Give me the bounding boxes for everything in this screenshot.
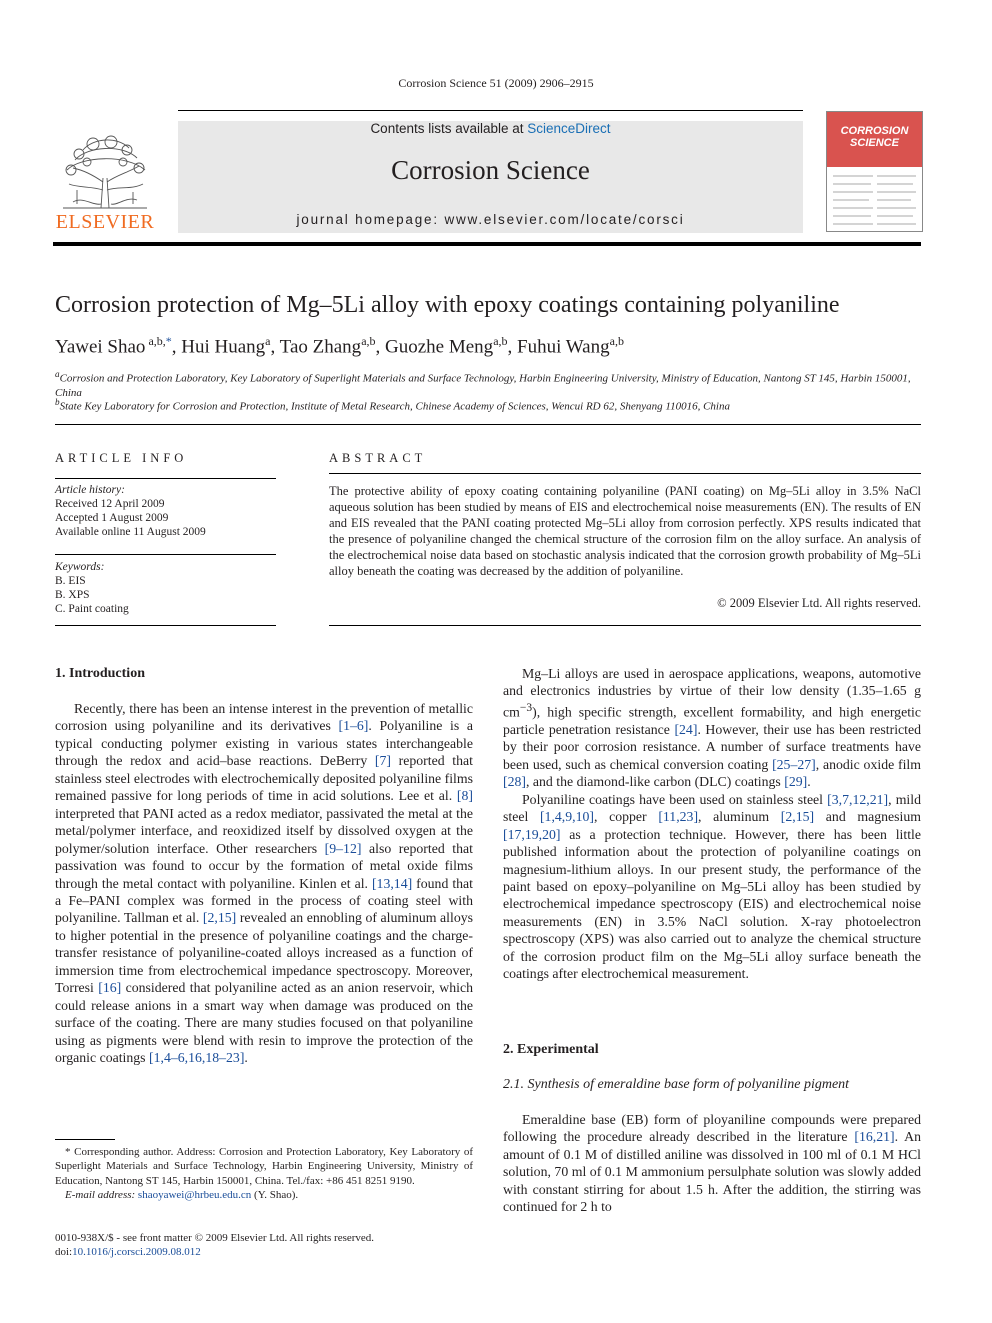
author-affil-sup: a [265, 334, 271, 348]
doi-link[interactable]: 10.1016/j.corsci.2009.08.012 [72, 1246, 201, 1258]
footnote-star: * [65, 1146, 71, 1158]
paper-title: Corrosion protection of Mg–5Li alloy with epoxy coatings containing polyaniline [55, 292, 840, 318]
abstract-rule [329, 625, 921, 626]
keyword: C. Paint coating [55, 603, 129, 615]
author-affil-sup: a,b [361, 334, 376, 348]
article-info-rule [55, 625, 276, 626]
experimental-heading: 2. Experimental [503, 1042, 599, 1057]
affiliation-text: State Key Laboratory for Corrosion and Protection, Institute of Metal Research, Chinese Academy of Sciences, Wencui RD 62, Shenyang 110016, China [59, 400, 730, 413]
keywords-label: Keywords: [55, 561, 105, 573]
header-thick-rule [53, 242, 921, 246]
author-list: Yawei Shao $^{a,b,*}$, Hui Huang$^a$, Tao Zhang$^{a,b}$, Guozhe Meng$^{a,b}$, Fuhui Wang$^{a,b}$ [55, 334, 624, 358]
subsection-heading: 2.1. Synthesis of emeraldine base form of polyaniline pigment [503, 1077, 850, 1092]
email-link[interactable]: shaoyawei@hrbeu.edu.cn [137, 1188, 252, 1201]
contents-line [178, 121, 803, 136]
journal-homepage [178, 212, 803, 227]
footnote-rule [55, 1139, 115, 1140]
citation-link[interactable]: [16,21] [854, 1129, 895, 1145]
article-history [55, 483, 276, 539]
article-info-rule [55, 478, 276, 479]
keyword: B. EIS [55, 575, 86, 587]
abstract-text: The protective ability of epoxy coating containing polyaniline (PANI coating) on Mg–5Li alloy in 3.5% NaCl aqueous solution has been studied by means of EIS and electrochemical noise measurements (EN). The results of EN and EIS revealed that the PANI coating protected Mg–5Li alloy from corrosion perfectly. XPS results indicated that the presence of polyaniline changed the chemical structure of the corrosion film on the alloy surface. An analysis of the electrochemical noise data based on stochastic analysis indicated that the corrosion growth probability of Mg–5Li alloy beneath the coating was decreased by the addition of polyaniline. [329, 484, 921, 578]
author-affil-sup: a,b,* [148, 334, 172, 348]
journal-reference: Corrosion Science 51 (2009) 2906–2915 [398, 76, 594, 90]
citation-link[interactable]: [8] [456, 788, 473, 804]
copyright-notice: © 2009 Elsevier Ltd. All rights reserved. [717, 596, 921, 610]
keywords-block [55, 560, 276, 616]
abstract-rule [329, 473, 921, 474]
article-info-rule [55, 554, 276, 555]
citation-link[interactable]: [3,7,12,21] [827, 791, 889, 807]
author-name[interactable]: Tao Zhang [279, 336, 362, 358]
homepage-url[interactable]: www.elsevier.com/locate/corsci [444, 212, 685, 227]
author-affil-sup: a,b [493, 334, 508, 348]
citation-link[interactable]: [28] [503, 774, 526, 790]
online-date: Available online 11 August 2009 [55, 526, 206, 538]
cover-contents-lines-icon [833, 172, 916, 227]
email-label: E-mail address: [65, 1188, 136, 1201]
citation-link[interactable]: [17,19,20] [503, 826, 561, 842]
front-matter [55, 1231, 473, 1259]
journal-title: Corrosion Science [391, 155, 590, 185]
author-name[interactable]: Fuhui Wang [517, 336, 610, 358]
elsevier-wordmark: ELSEVIER [55, 211, 155, 233]
keyword: B. XPS [55, 589, 90, 601]
citation-link[interactable]: [2,15] [780, 809, 815, 825]
citation-link[interactable]: [29] [784, 774, 808, 790]
citation-link[interactable]: [9–12] [324, 840, 362, 856]
introduction-paragraph: Recently, there has been an intense interest in the prevention of metallic corrosion using polyaniline and its derivatives [1–6]. Polyaniline is a typical conducting polymer existing in various states interchangeable through the redox and acid–base reactions. DeBerry [7] reported that stainless steel electrodes with electrochemically deposited polyaniline films remained passive for long periods of time in acid solutions. Lee et al. [8] interpreted that PANI acted as a redox mediator, passivated the metal at the metal/polymer interface, and reoxidized itself by dissolved oxygen at the polymer/solution interface. Other researchers [9–12] also reported that passivation was found to occur by the formation of metal oxide films through the metal contact with polyaniline. Kinlen et al. [13,14] found that a Fe–PANI complex was formed in the process of coating steel with polyaniline. Tallman et al. [2,15] revealed an ennobling of aluminum alloys to higher potential in the presence of polyaniline coatings and the charge-transfer resistance of polyaniline-coated alloys increased as a function of immersion time from electrochemical impedance spectroscopy. Moreover, Torresi [16] considered that polyaniline acted as an anion reservoir, which could release anions in a smart way when damage was produced on the surface of the coating. There are many studies focused on that polyaniline using as pigments were blend with resin to improve the protection of the organic coatings [1,4–6,16,18–23]. [55, 701, 474, 1066]
journal-cover-thumbnail[interactable] [826, 111, 923, 232]
introduction-heading: 1. Introduction [55, 666, 145, 681]
citation-link[interactable]: [16] [98, 980, 122, 996]
citation-link[interactable]: [7] [374, 753, 391, 769]
sciencedirect-link[interactable]: ScienceDirect [527, 121, 611, 136]
citation-link[interactable]: [2,15] [202, 910, 237, 926]
citation-link[interactable]: [1–6] [338, 718, 369, 734]
citation-link[interactable]: [1,4–6,16,18–23] [149, 1050, 245, 1066]
affiliation-mark: b [55, 397, 60, 407]
citation-link[interactable]: [13,14] [371, 875, 413, 891]
author-name[interactable]: Guozhe Meng [385, 336, 494, 358]
history-label: Article history: [55, 484, 125, 496]
received-date: Received 12 April 2009 [55, 498, 165, 510]
author-name[interactable]: Hui Huang [181, 336, 266, 358]
citation-link[interactable]: [11,23] [658, 809, 699, 825]
issn-line: 0010-938X/$ - see front matter © 2009 Elsevier Ltd. All rights reserved. [55, 1232, 375, 1244]
contents-prefix: Contents lists available at [370, 121, 528, 136]
accepted-date: Accepted 1 August 2009 [55, 512, 169, 524]
author-affil-sup: a,b [609, 334, 624, 348]
right-column-paragraphs [503, 665, 921, 983]
affiliation-b [55, 395, 921, 414]
cover-title-line2: SCIENCE [850, 137, 899, 149]
author-name[interactable]: Yawei Shao [55, 336, 146, 358]
cover-title-line1: CORROSION [840, 125, 909, 137]
citation-link[interactable]: [1,4,9,10] [539, 809, 594, 825]
cover-title [827, 125, 922, 149]
affiliation-rule [55, 424, 921, 425]
affiliation-mark: a [55, 369, 60, 379]
synthesis-paragraph: Emeraldine base (EB) form of ployaniline compounds were prepared following the procedure already described in the literature [16,21]. An amount of 0.1 M of distilled aniline was dissolved in 100 ml of 0.1 M HCl solution, 70 ml of 0.1 M ammonium persulphate solution was slowly added with constant stirring for about 1.5 h. After the addition, the stirring was continued for 2 h to [503, 1112, 922, 1215]
abstract-heading: ABSTRACT [329, 451, 427, 465]
paragraph: Mg–Li alloys are used in aerospace applications, weapons, automotive and electronics industries by virtue of their low density (1.35–1.65 g $cm^{-3}$), high specific strength, excellent formability, and high energetic particle penetration resistance [24]. However, their use has been restricted by their poor corrosion resistance. A number of surface treatments have been used, such as chemical conversion coating [25–27], anodic oxide film [28], and the diamond-like carbon (DLC) coatings [29]. [503, 666, 922, 790]
doi-prefix: doi: [55, 1246, 73, 1258]
citation-link[interactable]: [24] [674, 721, 698, 737]
article-info-heading: ARTICLE INFO [55, 451, 188, 465]
corresponding-author-link[interactable]: * [165, 334, 172, 348]
affiliation-text: Corrosion and Protection Laboratory, Key Laboratory of Superlight Materials and Surface Technology, Harbin Engineering University, Ministry of Education, Nantong ST 145, Harbin 150001, China [55, 372, 911, 399]
paragraph: Polyaniline coatings have been used on stainless steel [3,7,12,21], mild steel [1,4,9,10], copper [11,23], aluminum [2,15] and magnesium [17,19,20] as a protection technique. However, there has been little published information about the protection of polyaniline coatings on magnesium-lithium alloys. In our present study, the performance of the paint based on epoxy–polyaniline on Mg–5Li alloy has been studied by electrochemical impedance spectroscopy (EIS) and electrochemical noise measurements (EN) in 3.5% NaCl solution. X-ray photoelectron spectroscopy (XPS) was also carried out to analyze the chemical structure of the corrosion product film on the Mg–5Li alloy surface beneath the coatings after electrochemical measurement. [503, 791, 921, 982]
citation-link[interactable]: [25–27] [772, 756, 816, 772]
header-rule [178, 110, 803, 111]
homepage-prefix: journal homepage: [296, 212, 445, 227]
corresponding-author-footnote: * Corresponding author. Address: Corrosion and Protection Laboratory, Key Laboratory of Superlight Materials and Surface Technology, Harbin Engineering University, Ministry of Education, Nantong ST 145, Harbin 150001, China. Tel./fax: +86 451 8251 9190. E-mail address: shaoyawei@hrbeu.edu.cn (Y. Shao). [55, 1146, 473, 1201]
